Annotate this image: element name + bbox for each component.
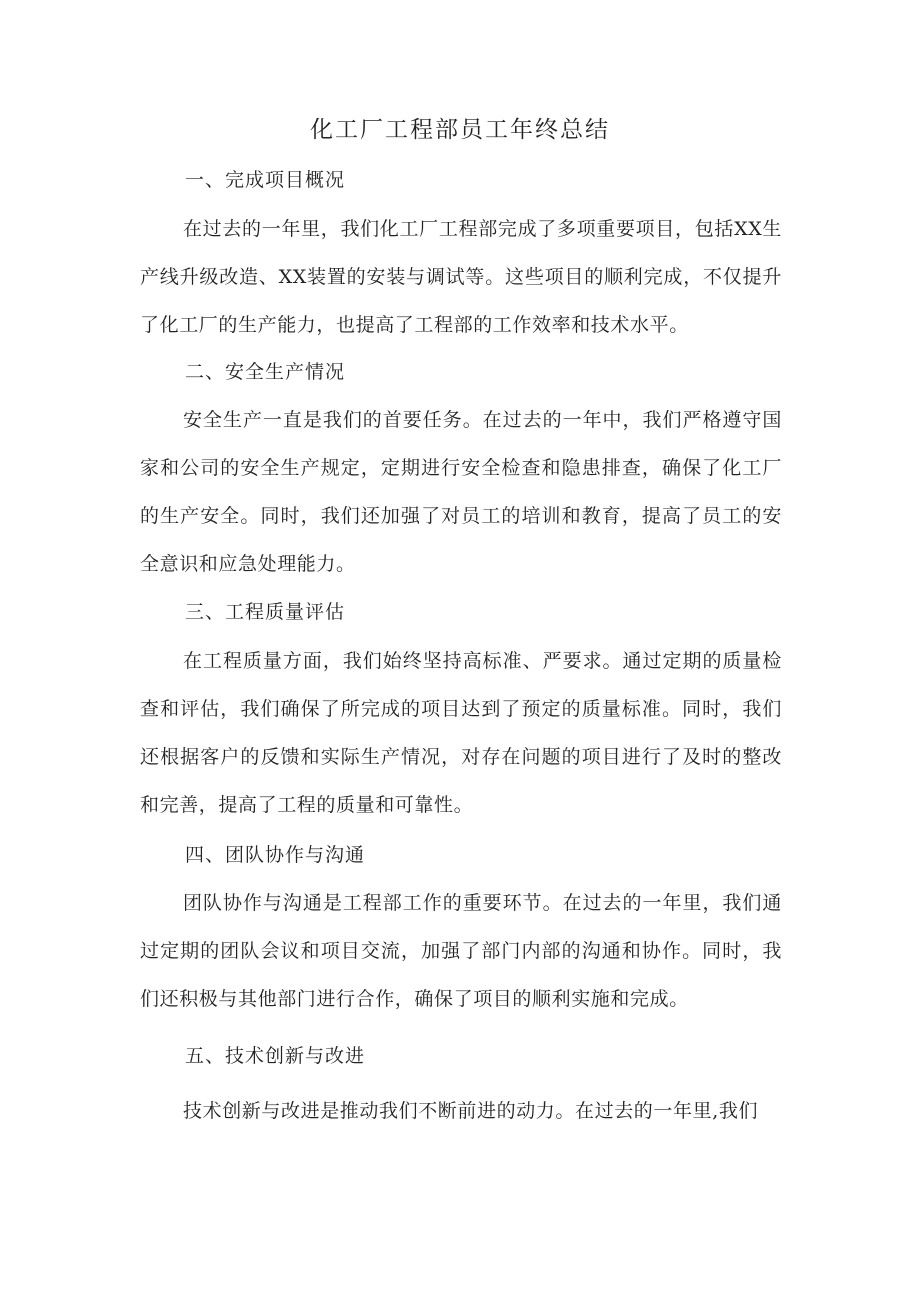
section-4-heading: 四、团队协作与沟通 (185, 844, 366, 866)
document-title: 化工厂工程部员工年终总结 (310, 117, 610, 143)
section-5-heading: 五、技术创新与改进 (185, 1045, 366, 1067)
section-5-body: 技术创新与改进是推动我们不断前进的动力。在过去的一年里,我们 (183, 1100, 759, 1122)
section-1-body: 在过去的一年里，我们化工厂工程部完成了多项重要项目，包括XX生产线升级改造、XX装置的安装与调试等。这些项目的顺利完成，不仅提升了化工厂的生产能力，也提高了工程部的工作效率和技术水平。 (140, 218, 782, 336)
section-3-heading: 三、工程质量评估 (185, 601, 346, 623)
section-2-body: 安全生产一直是我们的首要任务。在过去的一年中，我们严格遵守国家和公司的安全生产规定，定期进行安全检查和隐患排查，确保了化工厂的生产安全。同时，我们还加强了对员工的培训和教育，提高了员工的安全意识和应急处理能力。 (140, 409, 782, 575)
section-4-body: 团队协作与沟通是工程部工作的重要环节。在过去的一年里，我们通过定期的团队会议和项目交流，加强了部门内部的沟通和协作。同时，我们还积极与其他部门进行合作，确保了项目的顺利实施和完成。 (140, 892, 782, 1010)
section-2-heading: 二、安全生产情况 (185, 361, 346, 383)
section-1-heading: 一、完成项目概况 (185, 169, 346, 191)
section-3-body: 在工程质量方面，我们始终坚持高标准、严要求。通过定期的质量检查和评估，我们确保了所完成的项目达到了预定的质量标准。同时，我们还根据客户的反馈和实际生产情况，对存在问题的项目进行了及时的整改和完善，提高了工程的质量和可靠性。 (140, 650, 782, 816)
